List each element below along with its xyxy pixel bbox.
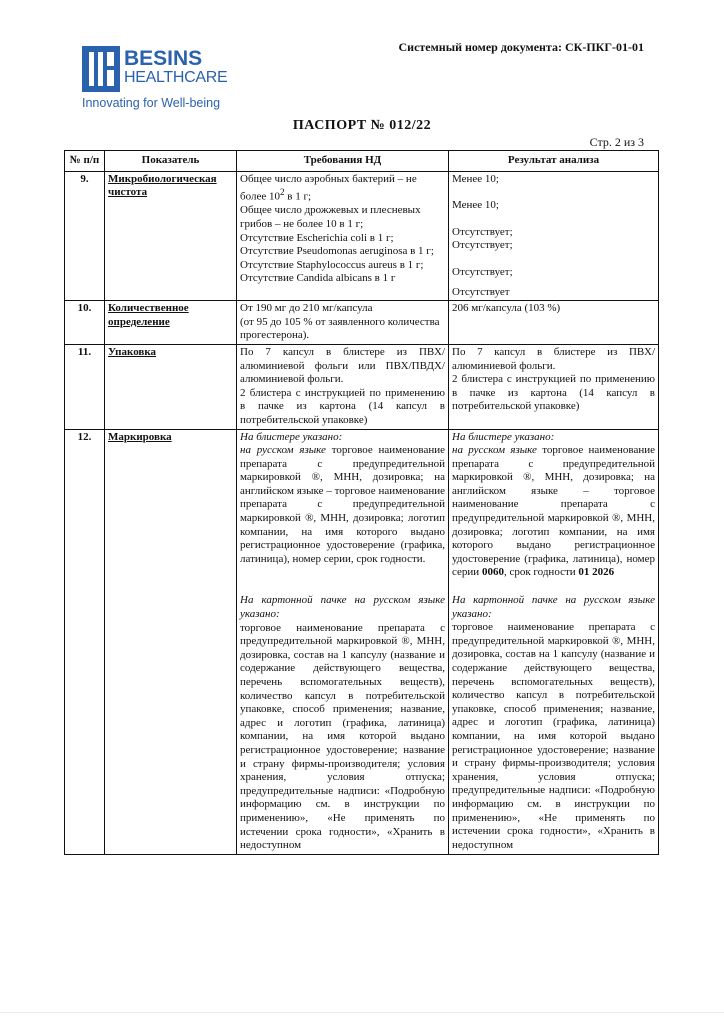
blister-text: торговое наименование препарата с предупредительной маркировкой ®, МНН, дозировка; на английском языке – торговое наименование препарата с предупредительной маркировкой ®, МНН, дозировка; логотип компании, на имя которого выдано регистрационное удостоверение (графика, латиница), номер серии, срок годности. xyxy=(240,444,445,565)
row-result xyxy=(449,429,659,854)
row-requirements xyxy=(237,429,449,854)
blister-title: На блистере указано: xyxy=(240,430,343,443)
req-line: Отсутствие Escherichia coli в 1 г; xyxy=(240,231,394,244)
col-header-result: Результат анализа xyxy=(449,151,659,172)
req-line: в 1 г; xyxy=(284,190,312,203)
carton-title: На картонной пачке на русском языке указано: xyxy=(452,594,655,620)
table-row xyxy=(65,429,659,854)
blister-title: На блистере указано: xyxy=(452,430,555,443)
col-header-requirements: Требования НД xyxy=(237,151,449,172)
expiry-date: 01 2026 xyxy=(578,566,615,579)
besins-logo-icon xyxy=(82,44,120,94)
col-header-indicator: Показатель xyxy=(105,151,237,172)
req-line: Отсутствие Pseudomonas aeruginosa в 1 г; xyxy=(240,245,434,258)
blister-lang: на русском языке xyxy=(452,444,537,457)
logo-tagline: Innovating for Well-being xyxy=(82,96,221,110)
col-header-num: № п/п xyxy=(65,151,105,172)
blister-lang: на русском языке xyxy=(240,444,326,457)
row-requirements xyxy=(237,344,449,429)
logo-name: BESINS xyxy=(124,47,203,70)
req-line: От 190 мг до 210 мг/капсула xyxy=(240,302,373,315)
res-line: 206 мг/капсула (103 %) xyxy=(452,302,561,315)
carton-text: торговое наименование препарата с предупредительной маркировкой ®, МНН, дозировка, состав на 1 капсулу (название и содержание действующего вещества, перечень вспомогательных веществ), количество капсул в потребительской упаковке, способ применения; название, адрес и логотип (графика, латиница) компании, на имя которой выдано регистрационное удостоверение; название и страну фирмы-производителя; условия хранения, условия отпуска; предупредительные надписи: «Подробную информацию см. в инструкции по применению», «Не применять по истечении срока годности», «Хранить в недоступном xyxy=(452,621,655,851)
document-number: Системный номер документа: СК-ПКГ-01-01 xyxy=(398,40,644,54)
req-sup: 2 xyxy=(279,187,285,198)
row-indicator: Количественное определение xyxy=(105,301,237,345)
carton-text: торговое наименование препарата с предупредительной маркировкой ®, МНН, дозировка, состав на 1 капсулу (название и содержание действующего вещества, перечень вспомогательных веществ), количество капсул в потребительской упаковке, способ применения; название, адрес и логотип (графика, латиница) компании, на имя которой выдано регистрационное удостоверение; название и страну фирмы-производителя; условия хранения, условия отпуска; предупредительные надписи: «Подробную информацию см. в инструкции по применению», «Не применять по истечении срока годности», «Хранить в недоступном xyxy=(240,621,445,852)
res-line: Отсутствует xyxy=(452,285,510,298)
req-line: Общее число дрожжевых и плесневых грибов – не более 10 в 1 г; xyxy=(240,204,421,231)
page-number: Стр. 2 из 3 xyxy=(589,135,644,149)
row-result xyxy=(449,171,659,301)
logo-sub: HEALTHCARE xyxy=(124,69,228,86)
carton-title: На картонной пачке на русском языке указано: xyxy=(240,594,445,621)
req-line: Общее число аэробных бактерий – не более 10 xyxy=(240,172,417,203)
table-row xyxy=(65,344,659,429)
res-line: Отсутствует; xyxy=(452,265,513,278)
table-row xyxy=(65,171,659,301)
serial-number: 0060 xyxy=(481,566,504,579)
req-line: (от 95 до 105 % от заявленного количества прогестерона). xyxy=(240,315,440,342)
page-title: ПАСПОРТ № 012/22 xyxy=(292,118,432,133)
row-result xyxy=(449,344,659,429)
table-header-row xyxy=(65,151,659,172)
table-row xyxy=(65,301,659,345)
row-num: 10. xyxy=(65,301,105,345)
row-requirements xyxy=(237,301,449,345)
row-result xyxy=(449,301,659,345)
row-indicator: Микробиологическая чистота xyxy=(105,171,237,301)
row-requirements xyxy=(237,171,449,301)
res-line: 2 блистера с инструкцией по применению в пачке из картона (14 капсул в потребительской упаковке) xyxy=(452,373,655,413)
res-line: Отсутствует; xyxy=(452,225,513,238)
blister-text: торговое наименование препарата с предупредительной маркировкой ®, МНН, дозировка; на английском языке – торговое наименование препарата с предупредительной маркировкой ®, МНН, дозировка; логотип компании, на имя которого выдано регистрационное удостоверение (графика, латиница), xyxy=(452,444,655,565)
res-line: Менее 10; xyxy=(452,172,499,185)
res-line: Отсутствует; xyxy=(452,239,513,252)
res-line: Менее 10; xyxy=(452,199,499,212)
row-num: 11. xyxy=(65,344,105,429)
company-logo xyxy=(82,44,252,114)
row-indicator: Маркировка xyxy=(105,429,237,854)
expiry-label: , срок годности xyxy=(503,566,579,579)
req-line: Отсутствие Staphylococcus aureus в 1 г; xyxy=(240,258,424,271)
req-line: Отсутствие Candida albicans в 1 г xyxy=(240,272,396,285)
req-line: По 7 капсул в блистере из ПВХ/алюминиевой фольги или ПВХ/ПВДХ/алюминиевой фольги. xyxy=(240,345,445,386)
row-indicator: Упаковка xyxy=(105,344,237,429)
row-num: 9. xyxy=(65,171,105,301)
req-line: 2 блистера с инструкцией по применению в пачке из картона (14 капсул в потребительской упаковке) xyxy=(240,386,445,426)
serial-label: номер серии xyxy=(452,552,655,579)
row-num: 12. xyxy=(65,429,105,854)
page-edge-divider xyxy=(0,1012,724,1013)
passport-table xyxy=(64,150,659,855)
res-line: По 7 капсул в блистере из ПВХ/алюминиевой фольги. xyxy=(452,345,655,372)
